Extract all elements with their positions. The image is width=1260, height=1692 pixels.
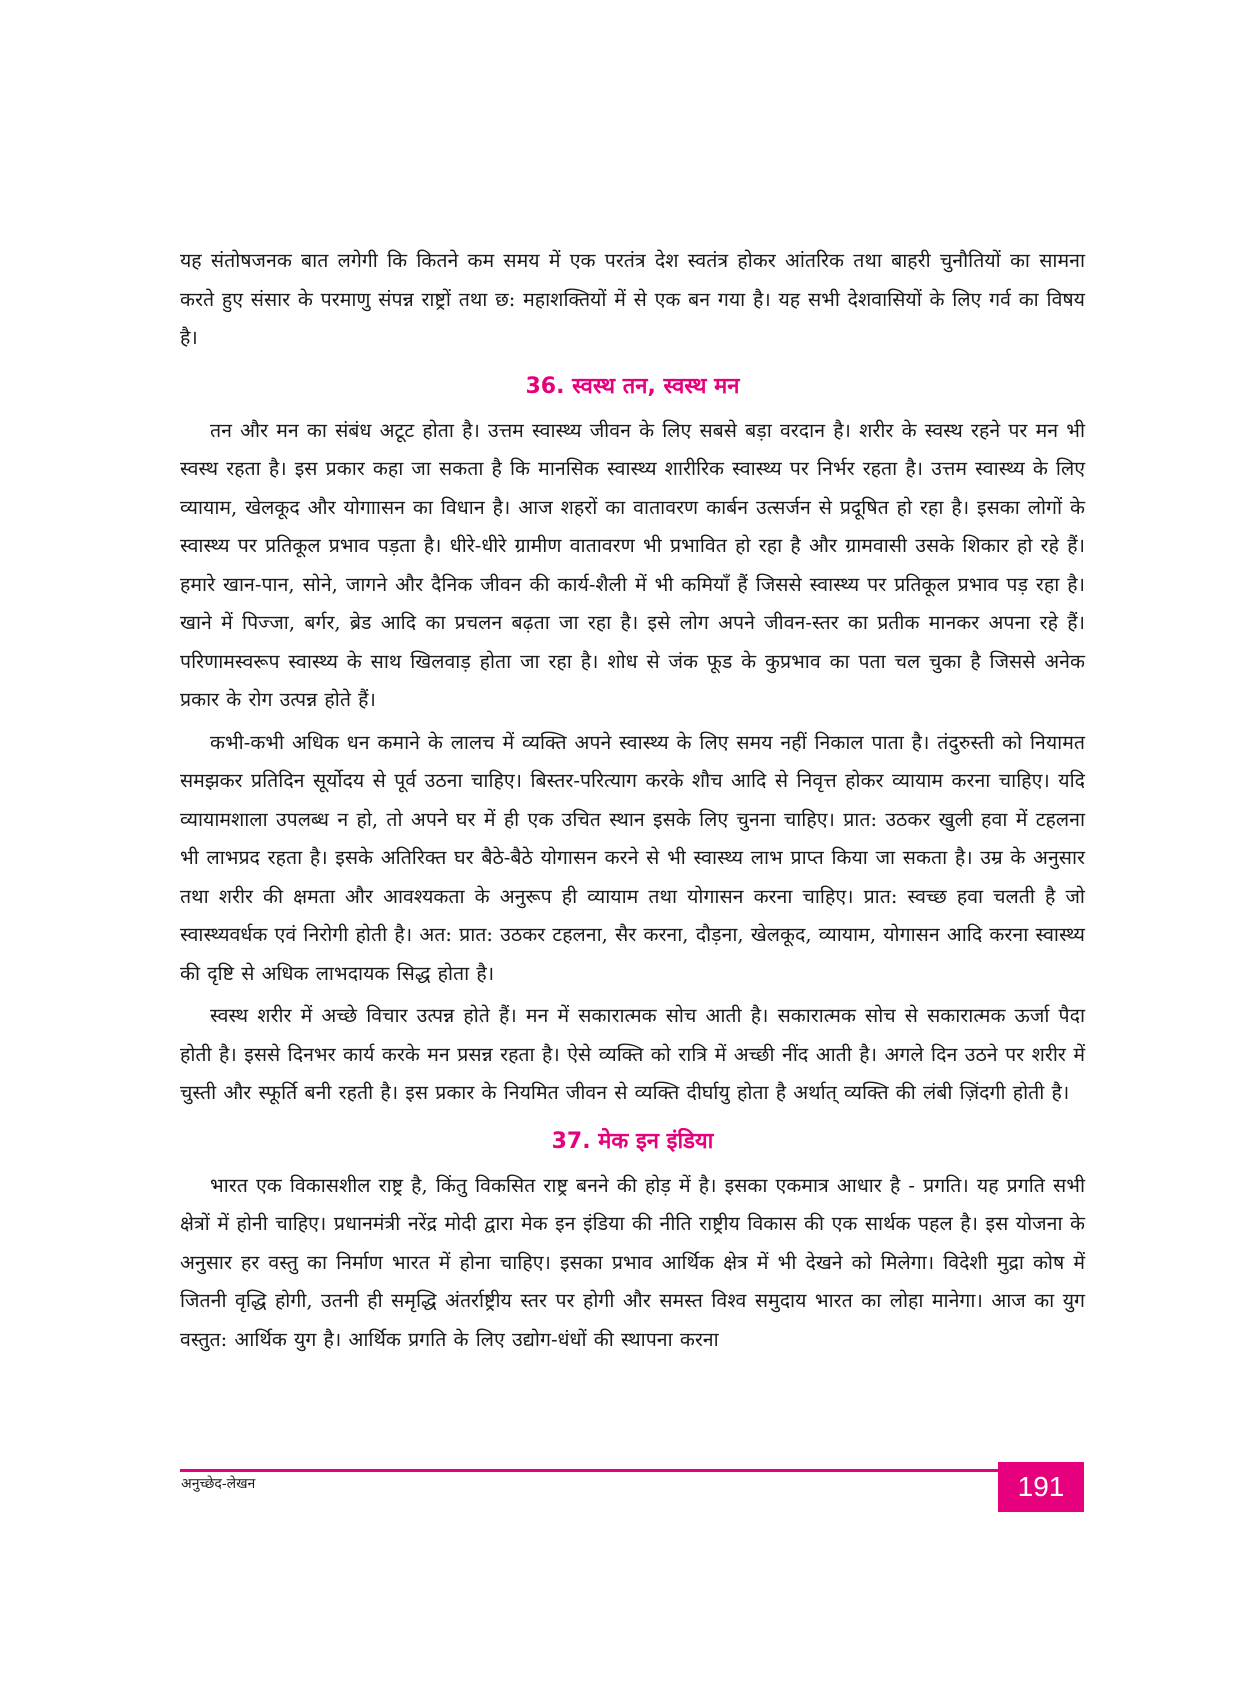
footer-chapter-label: अनुच्छेद-लेखन — [181, 1476, 256, 1492]
section-36-paragraph-1: तन और मन का संबंध अटूट होता है। उत्तम स्वास्थ्य जीवन के लिए सबसे बड़ा वरदान है। शरीर के स्वस्थ रहने पर मन भी स्वस्थ रहता है। इस प्रकार कहा जा सकता है कि मानसिक स्वास्थ्य शारीरिक स्वास्थ्य पर निर्भर रहता है। उत्तम स्वास्थ्य के लिए व्यायाम, खेलकूद और योगाासन का विधान है। आज शहरों का वातावरण कार्बन उत्सर्जन से प्रदूषित हो रहा है। इसका लोगों के स्वास्थ्य पर प्रतिकूल प्रभाव पड़ता है। धीरे-धीरे ग्रामीण वातावरण भी प्रभावित हो रहा है और ग्रामवासी उसके शिकार हो रहे हैं। हमारे खान-पान, सोने, जागने और दैनिक जीवन की कार्य-शैली में भी कमियाँ हैं जिससे स्वास्थ्य पर प्रतिकूल प्रभाव पड़ रहा है। खाने में पिज्जा, बर्गर, ब्रेड आदि का प्रचलन बढ़ता जा रहा है। इसे लोग अपने जीवन-स्तर का प्रतीक मानकर अपना रहे हैं। परिणामस्वरूप स्वास्थ्य के साथ खिलवाड़ होता जा रहा है। शोध से जंक फूड के कुप्रभाव का पता चल चुका है जिससे अनेक प्रकार के रोग उत्पन्न होते हैं। — [180, 418, 1085, 711]
intro-paragraph: यह संतोषजनक बात लगेगी कि कितने कम समय में एक परतंत्र देश स्वतंत्र होकर आंतरिक तथा बाहरी चुनौतियों का सामना करते हुए संसार के परमाणु संपन्न राष्ट्रों तथा छ: महाशक्तियों में से एक बन गया है। यह सभी देशवासियों के लिए गर्व का विषय है। — [180, 249, 1085, 349]
section-37-paragraph-1: भारत एक विकासशील राष्ट्र है, किंतु विकसित राष्ट्र बनने की होड़ में है। इसका एकमात्र आधार है - प्रगति। यह प्रगति सभी क्षेत्रों में होनी चाहिए। प्रधानमंत्री नरेंद्र मोदी द्वारा मेक इन इंडिया की नीति राष्ट्रीय विकास की एक सार्थक पहल है। इस योजना के अनुसार हर वस्तु का निर्माण भारत में होना चाहिए। इसका प्रभाव आर्थिक क्षेत्र में भी देखने को मिलेगा। विदेशी मुद्रा कोष में जितनी वृद्धि होगी, उतनी ही समृद्धि अंतर्राष्ट्रीय स्तर पर होगी और समस्त विश्व समुदाय भारत का लोहा मानेगा। आज का युग वस्तुत: आर्थिक युग है। आर्थिक प्रगति के लिए उद्योग-धंधों की स्थापना करना — [180, 1173, 1085, 1351]
page-content — [180, 242, 1085, 1359]
page-number-badge: 191 — [998, 1462, 1084, 1512]
section-37-heading: 37. मेक इन इंडिया — [551, 1128, 714, 1154]
footer-divider — [180, 1469, 1080, 1472]
section-36-paragraph-3: स्वस्थ शरीर में अच्छे विचार उत्पन्न होते हैं। मन में सकारात्मक सोच आती है। सकारात्मक सोच से सकारात्मक ऊर्जा पैदा होती है। इससे दिनभर कार्य करके मन प्रसन्न रहता है। ऐसे व्यक्ति को रात्रि में अच्छी नींद आती है। अगले दिन उठने पर शरीर में चुस्ती और स्फूर्ति बनी रहती है। इस प्रकार के नियमित जीवन से व्यक्ति दीर्घायु होता है अर्थात् व्यक्ति की लंबी ज़िंदगी होती है। — [180, 1004, 1085, 1104]
section-36-paragraph-2: कभी-कभी अधिक धन कमाने के लालच में व्यक्ति अपने स्वास्थ्य के लिए समय नहीं निकाल पाता है। तंदुरुस्ती को नियामत समझकर प्रतिदिन सूर्योदय से पूर्व उठना चाहिए। बिस्तर-परित्याग करके शौच आदि से निवृत्त होकर व्यायाम करना चाहिए। यदि व्यायामशाला उपलब्ध न हो, तो अपने घर में ही एक उचित स्थान इसके लिए चुनना चाहिए। प्रात: उठकर खुली हवा में टहलना भी लाभप्रद रहता है। इसके अतिरिक्त घर बैठे-बैठे योगासन करने से भी स्वास्थ्य लाभ प्राप्त किया जा सकता है। उम्र के अनुसार तथा शरीर की क्षमता और आवश्यकता के अनुरूप ही व्यायाम तथा योगासन करना चाहिए। प्रात: स्वच्छ हवा चलती है जो स्वास्थ्यवर्धक एवं निरोगी होती है। अत: प्रात: उठकर टहलना, सैर करना, दौड़ना, खेलकूद, व्यायाम, योगासन आदि करना स्वास्थ्य की दृष्टि से अधिक लाभदायक सिद्ध होता है। — [180, 730, 1085, 985]
section-36-heading: 36. स्वस्थ तन, स्वस्थ मन — [525, 373, 740, 399]
